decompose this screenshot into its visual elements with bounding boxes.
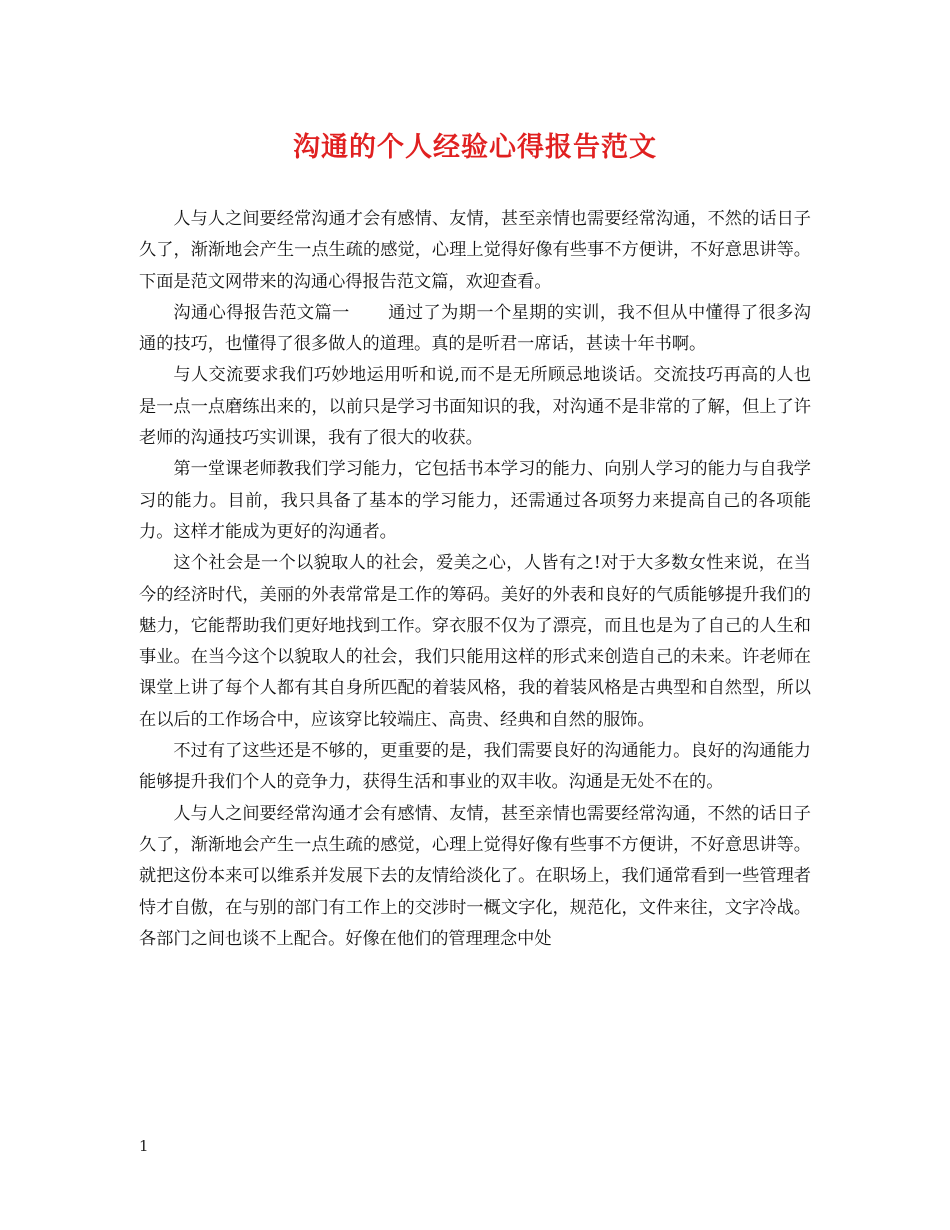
paragraph-intro: 人与人之间要经常沟通才会有感情、友情，甚至亲情也需要经常沟通，不然的话日子久了，渐渐地会产生一点生疏的感觉，心理上觉得好像有些事不方便讲，不好意思讲等。下面是范文网带来的沟通心得报告范文篇，欢迎查看。 — [139, 209, 811, 292]
section-heading: 沟通心得报告范文篇一 — [173, 302, 350, 323]
section-one-text: 通过了为期一个星期的实训，我不但从中懂得了很多沟通的技巧，也懂得了很多做人的道理。真的是听君一席话，甚读十年书啊。 — [139, 302, 811, 355]
document-body — [139, 204, 811, 955]
paragraph-communication-ability: 不过有了这些还是不够的，更重要的是，我们需要良好的沟通能力。良好的沟通能力能够提升我们个人的竞争力，获得生活和事业的双丰收。沟通是无处不在的。 — [139, 741, 811, 793]
paragraph-learning-ability: 第一堂课老师教我们学习能力，它包括书本学习的能力、向别人学习的能力与自我学习的能力。目前，我只具备了基本的学习能力，还需通过各项努力来提高自己的各项能力。这样才能成为更好的沟通者。 — [139, 459, 811, 542]
paragraph-appearance: 这个社会是一个以貌取人的社会，爱美之心，人皆有之!对于大多数女性来说，在当今的经济时代，美丽的外表常常是工作的筹码。美好的外表和良好的气质能够提升我们的魅力，它能帮助我们更好地找到工作。穿衣服不仅为了漂亮，而且也是为了自己的人生和事业。在当今这个以貌取人的社会，我们只能用这样的形式来创造自己的未来。许老师在课堂上讲了每个人都有其自身所匹配的着装风格，我的着装风格是古典型和自然型，所以在以后的工作场合中，应该穿比较端庄、高贵、经典和自然的服饰。 — [139, 553, 811, 730]
document-title: 沟通的个人经验心得报告范文 — [293, 132, 657, 163]
paragraph-communication-skills: 与人交流要求我们巧妙地运用听和说,而不是无所顾忌地谈话。交流技巧再高的人也是一点一点磨练出来的，以前只是学习书面知识的我，对沟通不是非常的了解，但上了许老师的沟通技巧实训课，我有了很大的收获。 — [139, 365, 811, 449]
paragraph-workplace: 人与人之间要经常沟通才会有感情、友情，甚至亲情也需要经常沟通，不然的话日子久了，渐渐地会产生一点生疏的感觉，心理上觉得好像有些事不方便讲，不好意思讲等。就把这份本来可以维系并发展下去的友情给淡化了。在职场上，我们通常看到一些管理者恃才自傲，在与别的部门有工作上的交涉时一概文字化，规范化，文件来往，文字冷战。各部门之间也谈不上配合。好像在他们的管理理念中处 — [139, 803, 811, 949]
paragraph-section-one — [139, 298, 811, 361]
page-number: 1 — [139, 1137, 149, 1155]
